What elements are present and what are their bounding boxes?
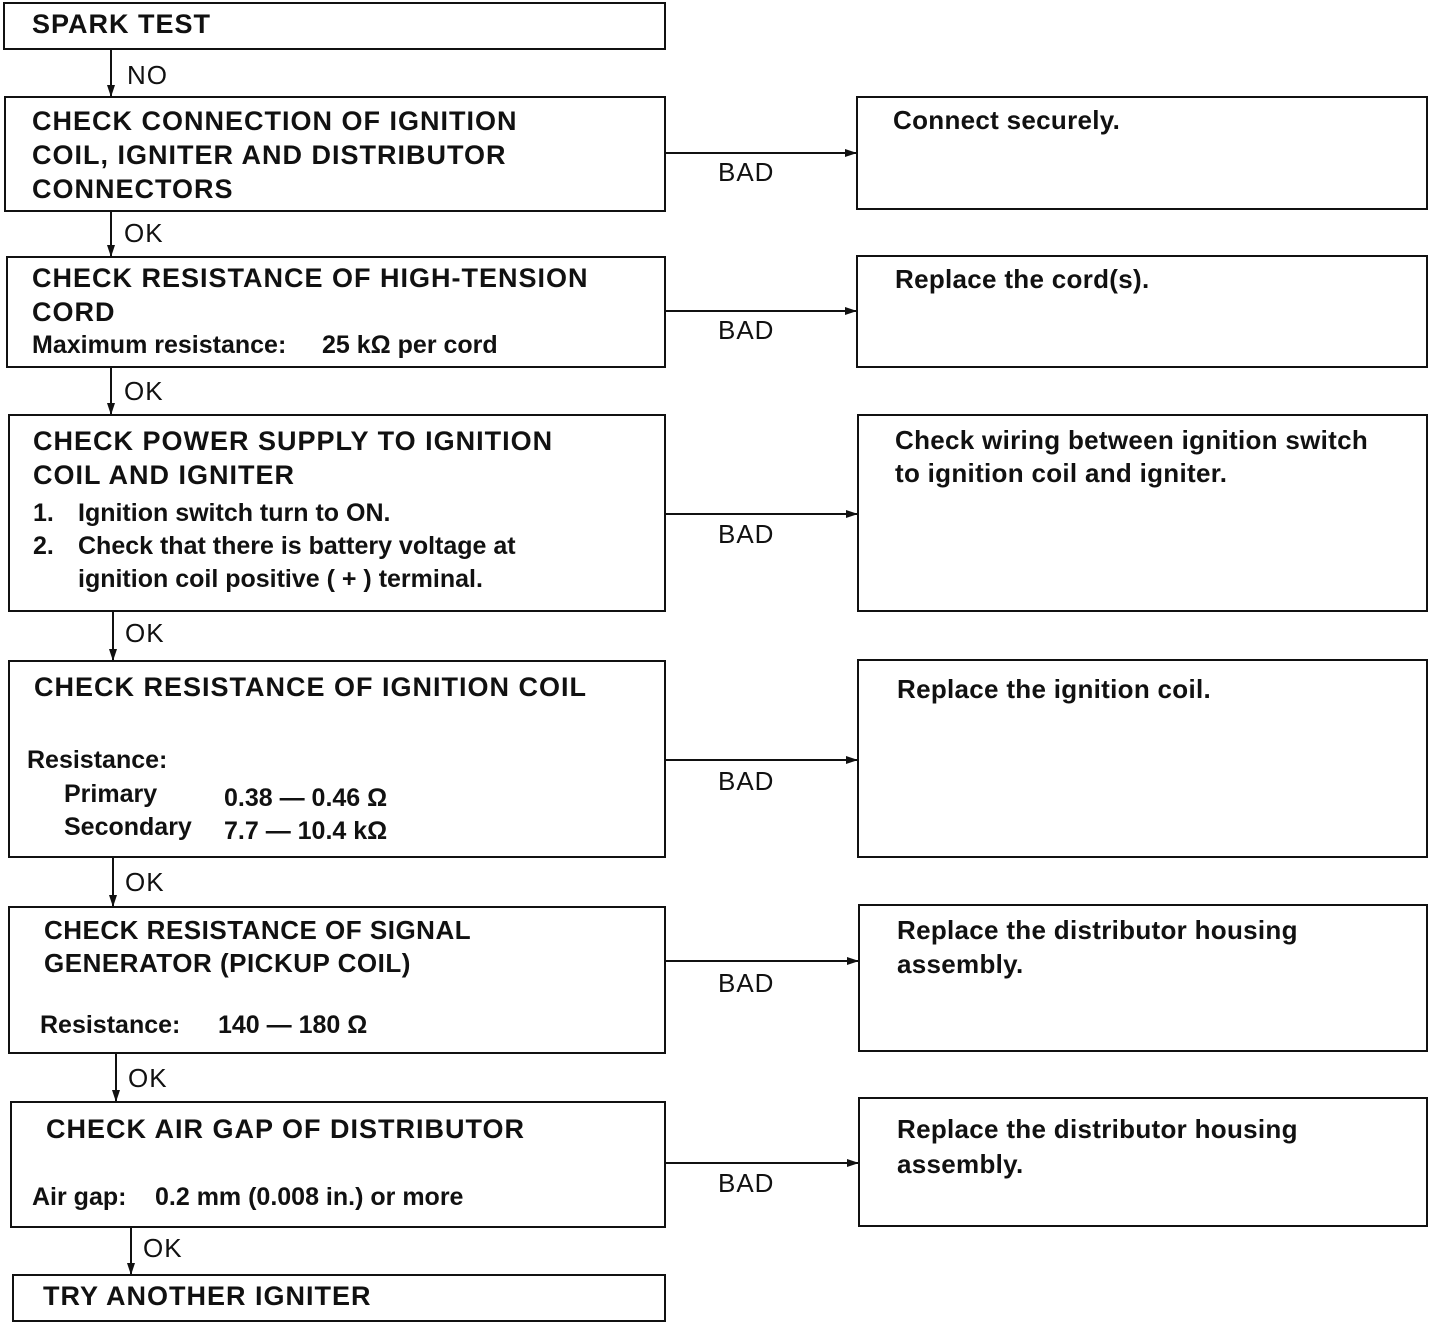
remedy-replace-distributor-2-text-1: Replace the distributor housing bbox=[897, 1114, 1298, 1144]
remedy-replace-distributor-2-text-2: assembly. bbox=[897, 1149, 1024, 1179]
step-check-air-gap-title: CHECK AIR GAP OF DISTRIBUTOR bbox=[46, 1114, 526, 1144]
label-bad-3: BAD bbox=[718, 519, 775, 549]
step-check-high-tension-title-1: CHECK RESISTANCE OF HIGH-TENSION bbox=[32, 263, 589, 293]
step-spark-test-title: SPARK TEST bbox=[32, 9, 212, 39]
label-bad-4: BAD bbox=[718, 766, 775, 796]
step-check-high-tension-title-2: CORD bbox=[32, 297, 116, 327]
spec-max-resistance-label: Maximum resistance: bbox=[32, 331, 287, 359]
remedy-replace-distributor-1-text-1: Replace the distributor housing bbox=[897, 915, 1298, 945]
spec-secondary-value: 7.7 — 10.4 kΩ bbox=[224, 817, 388, 845]
spec-signal-resistance-label: Resistance: bbox=[40, 1011, 181, 1039]
step-check-power-supply-title-2: COIL AND IGNITER bbox=[33, 460, 296, 490]
spec-primary-name: Primary bbox=[64, 780, 158, 808]
label-ok-1: OK bbox=[124, 218, 164, 248]
list-item-2-line-2: ignition coil positive ( + ) terminal. bbox=[78, 565, 483, 593]
remedy-check-wiring-text-2: to ignition coil and igniter. bbox=[895, 458, 1228, 488]
list-num-1: 1. bbox=[33, 499, 54, 527]
label-bad-1: BAD bbox=[718, 157, 775, 187]
spec-max-resistance-value: 25 kΩ per cord bbox=[322, 331, 498, 359]
remedy-replace-distributor-1-text-2: assembly. bbox=[897, 949, 1024, 979]
spec-secondary-name: Secondary bbox=[64, 813, 192, 841]
label-ok-6: OK bbox=[143, 1233, 183, 1263]
label-bad-5: BAD bbox=[718, 968, 775, 998]
step-check-power-supply-title-1: CHECK POWER SUPPLY TO IGNITION bbox=[33, 426, 554, 456]
label-no: NO bbox=[127, 60, 168, 90]
label-ok-4: OK bbox=[125, 867, 165, 897]
spec-signal-resistance-value: 140 — 180 Ω bbox=[218, 1011, 368, 1039]
step-check-signal-generator-title-2: GENERATOR (PICKUP COIL) bbox=[44, 948, 411, 978]
spec-air-gap-value: 0.2 mm (0.008 in.) or more bbox=[155, 1183, 464, 1211]
remedy-replace-cords-text: Replace the cord(s). bbox=[895, 264, 1150, 294]
step-check-connection-title-3: CONNECTORS bbox=[32, 174, 234, 204]
step-check-ignition-coil-title: CHECK RESISTANCE OF IGNITION COIL bbox=[34, 672, 588, 702]
list-item-1: Ignition switch turn to ON. bbox=[78, 499, 391, 527]
list-item-2-line-1: Check that there is battery voltage at bbox=[78, 532, 516, 560]
spec-air-gap-label: Air gap: bbox=[32, 1183, 127, 1211]
step-try-another-igniter-title: TRY ANOTHER IGNITER bbox=[43, 1281, 372, 1311]
remedy-replace-ignition-coil-text: Replace the ignition coil. bbox=[897, 674, 1212, 704]
step-check-signal-generator-title-1: CHECK RESISTANCE OF SIGNAL bbox=[44, 915, 472, 945]
step-check-connection-title-1: CHECK CONNECTION OF IGNITION bbox=[32, 106, 518, 136]
spec-primary-value: 0.38 — 0.46 Ω bbox=[224, 784, 388, 812]
label-bad-2: BAD bbox=[718, 315, 775, 345]
remedy-check-wiring-text-1: Check wiring between ignition switch bbox=[895, 425, 1369, 455]
label-bad-6: BAD bbox=[718, 1168, 775, 1198]
step-check-connection-title-2: COIL, IGNITER AND DISTRIBUTOR bbox=[32, 140, 507, 170]
label-ok-3: OK bbox=[125, 618, 165, 648]
label-ok-2: OK bbox=[124, 376, 164, 406]
spec-resistance-label: Resistance: bbox=[27, 746, 168, 774]
label-ok-5: OK bbox=[128, 1063, 168, 1093]
remedy-connect-securely-text: Connect securely. bbox=[893, 105, 1121, 135]
list-num-2: 2. bbox=[33, 532, 54, 560]
